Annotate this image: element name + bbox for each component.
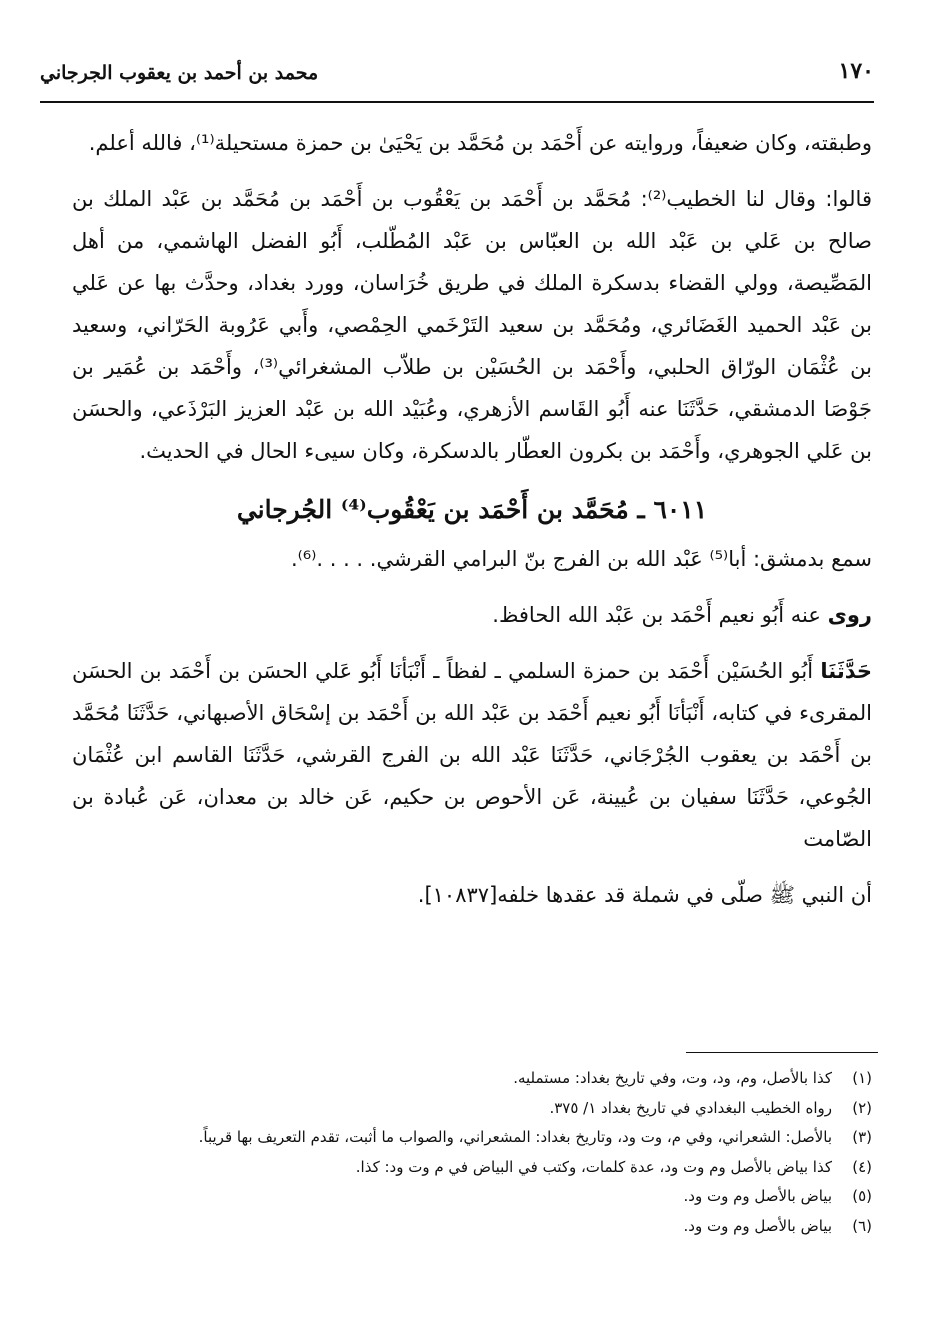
entry-heading: ٦٠١١ ـ مُحَمَّد بن أَحْمَد بن يَعْقُوب⁽⁴⁾ الجُرجاني (236, 495, 708, 524)
paragraph-1: وطبقته، وكان ضعيفاً، وروايته عن أَحْمَد بن مُحَمَّد بن يَحْيَىٰ بن حمزة مستحيلة⁽¹⁾، فالله أعلم. (88, 131, 872, 155)
footnote-number: (٦) (852, 1216, 872, 1235)
main-text (72, 122, 872, 930)
footnote-number: (٢) (852, 1098, 872, 1117)
paragraph-5 (72, 650, 872, 860)
footnote-text: رواه الخطيب البغدادي في تاريخ بغداد ١/ ٣٧٥. (549, 1098, 832, 1117)
footnote (70, 1064, 872, 1094)
footnote (70, 1212, 872, 1242)
footnote (70, 1094, 872, 1124)
paragraph-5-lead: حَدَّثَنَا (820, 659, 872, 683)
paragraph-4 (72, 594, 872, 636)
paragraph-4-lead: روى (827, 603, 872, 627)
footnote-number: (٤) (852, 1157, 872, 1176)
footnote-text: بالأصل: الشعراني، وفي م، وت ود، وتاريخ بغداد: المشعراني، والصواب ما أثبت، تقدم التعريف بها قريباً. (198, 1128, 832, 1146)
footnote-text: بياض بالأصل وم وت ود. (683, 1216, 832, 1235)
footnote-text: بياض بالأصل وم وت ود. (683, 1187, 832, 1205)
footnotes (70, 1064, 872, 1241)
footnote (70, 1153, 872, 1183)
paragraph-4-text: عنه أَبُو نعيم أَحْمَد بن عَبْد الله الحافظ. (492, 603, 828, 627)
header-rule (40, 101, 874, 103)
page-number: ١٧٠ (838, 58, 874, 84)
paragraph-6: أن النبي ﷺ صلّى في شملة قد عقدها خلفه[١٠٨٣٧]. (417, 883, 872, 907)
footnote (70, 1182, 872, 1212)
footnote-number: (١) (852, 1069, 872, 1087)
paragraph-3: سمع بدمشق: أبا⁽⁵⁾ عَبْد الله بن الفرج بنّ البرامي القرشي. . . . .⁽⁶⁾. (290, 547, 872, 571)
footnote (70, 1123, 872, 1153)
paragraph-2: قالوا: وقال لنا الخطيب⁽²⁾: مُحَمَّد بن أَحْمَد بن يَعْقُوب بن أَحْمَد بن مُحَمَّد بن عَبْد الملك بن صالح بن عَلي بن عَبْد الله بن العبّاس بن عَبْد المُطّلب، أَبُو الفضل الهاشمي، من أهل المَصِّيصة، وولي القضاء بدسكرة الملك في طريق خُرَاسان، وورد بغداد، وحدَّث بها عن عَلي بن عَبْد الحميد الغَضَائري، ومُحَمَّد بن سعيد التَرْخَمي الحِمْصي، وأَبي عَرُوبة الحَرّاني، وسعيد بن عُثْمَان الورّاق الحلبي، وأَحْمَد بن الحُسَيْن بن طلاّب المشغرائي⁽³⁾، وأَحْمَد بن عُمَير بن جَوْصَا الدمشقي، حَدَّثَنَا عنه أَبُو القَاسم الأزهري، وعُبَيْد الله بن عَبْد العزيز البَرْذَعي، والحسَن بن عَلي الجوهري، وأَحْمَد بن بكرون العطّار بالدسكرة، وكان سيىء الحال في الحديث. (72, 187, 872, 463)
paragraph-5-text: أَبُو الحُسَيْن أَحْمَد بن حمزة السلمي ـ لفظاً ـ أَنْبَأنَا أَبُو عَلي الحسَن بن أَحْمَد بن الحسَن المقرىء في كتابه، أَنْبَأنَا أَبُو نعيم أَحْمَد بن عَبْد الله بن أَحْمَد بن إسْحَاق الأصبهاني، حَدَّثَنَا مُحَمَّد بن أَحْمَد بن يعقوب الجُرْجَاني، حَدَّثَنَا عَبْد الله بن الفرج القرشي، حَدَّثَنَا القاسم ابن عُثْمَان الجُوعي، حَدَّثَنَا سفيان بن عُيينة، عَن الأحوص بن حكيم، عَن خالد بن معدان، عَن عُبادة بن الصّامت (72, 659, 872, 851)
footnote-number: (٥) (852, 1187, 872, 1205)
footnote-text: كذا بياض بالأصل وم وت ود، عدة كلمات، وكتب في البياض في م وت ود: كذا. (355, 1157, 832, 1176)
footnote-text: كذا بالأصل، وم، ود، وت، وفي تاريخ بغداد: مستمليه. (513, 1069, 832, 1087)
page-header (40, 56, 874, 100)
footnote-number: (٣) (852, 1128, 872, 1146)
footnote-rule (686, 1052, 878, 1053)
running-title: محمد بن أحمد بن يعقوب الجرجاني (40, 62, 319, 84)
